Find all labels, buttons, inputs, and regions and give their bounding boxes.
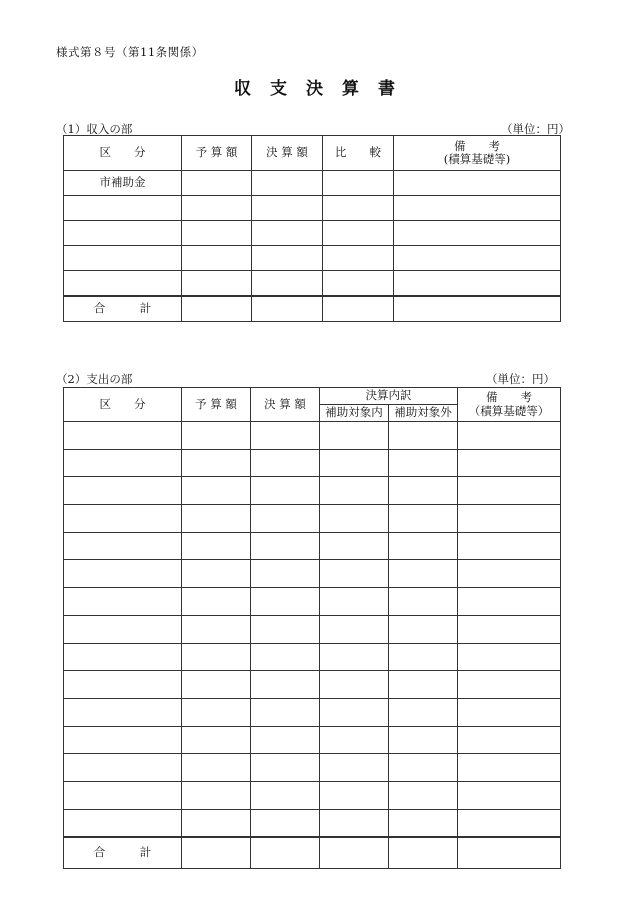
expense-category-cell[interactable] — [64, 726, 182, 754]
expense-subsidy-out-cell[interactable] — [389, 809, 458, 837]
income-row — [64, 221, 561, 246]
income-remarks-cell[interactable] — [394, 246, 561, 271]
income-section-label: （1）収入の部 — [56, 122, 133, 136]
expense-subsidy-out-cell[interactable] — [389, 754, 458, 782]
expense-budget-cell[interactable] — [182, 643, 251, 671]
expense-budget-cell[interactable] — [182, 671, 251, 699]
expense-header-subsidy-out: 補助対象外 — [389, 405, 458, 422]
income-settlement-cell[interactable] — [252, 271, 323, 296]
expense-budget-cell[interactable] — [182, 449, 251, 477]
expense-budget-cell[interactable] — [182, 754, 251, 782]
expense-row — [64, 809, 561, 837]
income-header-remarks-line2: (積算基礎等) — [443, 152, 511, 166]
expense-category-cell[interactable] — [64, 671, 182, 699]
income-budget-cell[interactable] — [182, 271, 252, 296]
document-title: 収 支 決 算 書 — [234, 79, 396, 99]
expense-budget-cell[interactable] — [182, 422, 251, 450]
expense-row — [64, 560, 561, 588]
expense-header-settlement: 決 算 額 — [251, 388, 320, 422]
income-category-cell[interactable] — [64, 196, 182, 221]
expense-subsidy-in-cell[interactable] — [320, 754, 389, 782]
expense-category-cell[interactable] — [64, 477, 182, 505]
income-budget-cell[interactable] — [182, 221, 252, 246]
income-comparison-cell[interactable] — [323, 246, 394, 271]
income-settlement-cell[interactable] — [252, 246, 323, 271]
expense-settlement-cell[interactable] — [251, 754, 320, 782]
income-total-remarks-cell[interactable] — [394, 296, 561, 322]
expense-category-cell[interactable] — [64, 754, 182, 782]
expense-header-remarks-line2: （積算基礎等） — [468, 403, 550, 418]
expense-subsidy-in-cell[interactable] — [320, 588, 389, 616]
expense-remarks-cell[interactable] — [458, 588, 561, 616]
income-remarks-cell[interactable] — [394, 221, 561, 246]
expense-remarks-cell[interactable] — [458, 698, 561, 726]
expense-row — [64, 781, 561, 809]
expense-subsidy-out-cell[interactable] — [389, 615, 458, 643]
expense-subsidy-out-cell[interactable] — [389, 781, 458, 809]
expense-subsidy-out-cell[interactable] — [389, 532, 458, 560]
expense-category-cell[interactable] — [64, 588, 182, 616]
expense-remarks-cell[interactable] — [458, 422, 561, 450]
expense-settlement-cell[interactable] — [251, 698, 320, 726]
expense-row — [64, 532, 561, 560]
expense-header-remarks-line1: 備 考 — [486, 390, 532, 405]
expense-remarks-cell[interactable] — [458, 477, 561, 505]
expense-budget-cell[interactable] — [182, 560, 251, 588]
expense-subsidy-in-cell[interactable] — [320, 698, 389, 726]
income-header-remarks-line1: 備 考 — [454, 138, 500, 153]
expense-settlement-cell[interactable] — [251, 615, 320, 643]
form-number: 様式第８号（第11条関係） — [56, 45, 204, 59]
expense-total-settlement-cell[interactable] — [251, 837, 320, 869]
expense-subsidy-out-cell[interactable] — [389, 477, 458, 505]
income-row — [64, 246, 561, 271]
expense-total-label: 合 計 — [64, 837, 182, 869]
expense-remarks-cell[interactable] — [458, 505, 561, 533]
income-row — [64, 196, 561, 221]
expense-settlement-cell[interactable] — [251, 588, 320, 616]
income-settlement-cell[interactable] — [252, 196, 323, 221]
expense-subsidy-in-cell[interactable] — [320, 643, 389, 671]
income-remarks-cell[interactable] — [394, 271, 561, 296]
expense-budget-cell[interactable] — [182, 781, 251, 809]
expense-remarks-cell[interactable] — [458, 781, 561, 809]
expense-row — [64, 449, 561, 477]
expense-remarks-cell[interactable] — [458, 754, 561, 782]
expense-subsidy-in-cell[interactable] — [320, 422, 389, 450]
expense-remarks-cell[interactable] — [458, 560, 561, 588]
income-header-remarks — [394, 136, 561, 171]
expense-category-cell[interactable] — [64, 505, 182, 533]
income-settlement-cell[interactable] — [252, 221, 323, 246]
expense-header-breakdown: 決算内訳 — [320, 388, 458, 405]
income-remarks-cell[interactable] — [394, 196, 561, 221]
expense-subsidy-out-cell[interactable] — [389, 671, 458, 699]
expense-category-cell[interactable] — [64, 532, 182, 560]
expense-settlement-cell[interactable] — [251, 422, 320, 450]
income-category-cell[interactable] — [64, 246, 182, 271]
expense-subsidy-in-cell[interactable] — [320, 615, 389, 643]
income-budget-cell[interactable] — [182, 246, 252, 271]
expense-budget-cell[interactable] — [182, 726, 251, 754]
expense-row — [64, 422, 561, 450]
expense-total-row — [64, 837, 561, 869]
expense-table — [63, 387, 561, 869]
expense-row — [64, 588, 561, 616]
expense-budget-cell[interactable] — [182, 615, 251, 643]
expense-subsidy-out-cell[interactable] — [389, 505, 458, 533]
expense-category-cell[interactable] — [64, 422, 182, 450]
expense-settlement-cell[interactable] — [251, 726, 320, 754]
income-header-comparison: 比 較 — [323, 136, 394, 171]
expense-remarks-cell[interactable] — [458, 643, 561, 671]
income-total-row — [64, 296, 561, 322]
expense-budget-cell[interactable] — [182, 588, 251, 616]
income-header-category: 区 分 — [64, 136, 182, 171]
expense-settlement-cell[interactable] — [251, 505, 320, 533]
expense-subsidy-in-cell[interactable] — [320, 505, 389, 533]
expense-settlement-cell[interactable] — [251, 532, 320, 560]
expense-subsidy-out-cell[interactable] — [389, 560, 458, 588]
expense-category-cell[interactable] — [64, 449, 182, 477]
expense-row — [64, 754, 561, 782]
expense-total-remarks-cell[interactable] — [458, 837, 561, 869]
expense-subsidy-in-cell[interactable] — [320, 671, 389, 699]
expense-row — [64, 671, 561, 699]
expense-subsidy-out-cell[interactable] — [389, 588, 458, 616]
expense-subsidy-in-cell[interactable] — [320, 449, 389, 477]
expense-remarks-cell[interactable] — [458, 671, 561, 699]
income-settlement-cell[interactable] — [252, 171, 323, 196]
expense-category-cell[interactable] — [64, 615, 182, 643]
expense-subsidy-in-cell[interactable] — [320, 726, 389, 754]
expense-settlement-cell[interactable] — [251, 449, 320, 477]
income-row — [64, 271, 561, 296]
expense-row — [64, 726, 561, 754]
expense-remarks-cell[interactable] — [458, 809, 561, 837]
income-category-cell[interactable] — [64, 271, 182, 296]
expense-budget-cell[interactable] — [182, 809, 251, 837]
expense-row — [64, 505, 561, 533]
expense-subsidy-in-cell[interactable] — [320, 532, 389, 560]
expense-row — [64, 643, 561, 671]
expense-total-subsidy-out-cell[interactable] — [389, 837, 458, 869]
income-table — [63, 135, 561, 322]
expense-unit-label: （単位：円） — [486, 372, 555, 386]
expense-budget-cell[interactable] — [182, 477, 251, 505]
expense-row — [64, 477, 561, 505]
expense-header-row-1 — [64, 388, 561, 405]
income-total-settlement-cell[interactable] — [252, 296, 323, 322]
expense-subsidy-in-cell[interactable] — [320, 781, 389, 809]
expense-budget-cell[interactable] — [182, 532, 251, 560]
expense-subsidy-out-cell[interactable] — [389, 643, 458, 671]
expense-subsidy-out-cell[interactable] — [389, 449, 458, 477]
income-header-settlement: 決 算 額 — [252, 136, 323, 171]
expense-budget-cell[interactable] — [182, 698, 251, 726]
income-header-row — [64, 136, 561, 171]
income-budget-cell[interactable] — [182, 196, 252, 221]
expense-remarks-cell[interactable] — [458, 726, 561, 754]
income-total-label: 合 計 — [64, 296, 182, 322]
expense-header-budget: 予 算 額 — [182, 388, 251, 422]
expense-settlement-cell[interactable] — [251, 781, 320, 809]
income-comparison-cell[interactable] — [323, 171, 394, 196]
expense-category-cell[interactable] — [64, 809, 182, 837]
expense-subsidy-in-cell[interactable] — [320, 809, 389, 837]
expense-total-budget-cell[interactable] — [182, 837, 251, 869]
expense-header-subsidy-in: 補助対象内 — [320, 405, 389, 422]
expense-remarks-cell[interactable] — [458, 532, 561, 560]
income-remarks-cell[interactable] — [394, 171, 561, 196]
income-unit-label: （単位：円） — [501, 122, 570, 136]
expense-remarks-cell[interactable] — [458, 615, 561, 643]
expense-settlement-cell[interactable] — [251, 477, 320, 505]
income-row — [64, 171, 561, 196]
expense-budget-cell[interactable] — [182, 505, 251, 533]
expense-category-cell[interactable] — [64, 560, 182, 588]
income-budget-cell[interactable] — [182, 171, 252, 196]
income-total-comparison-cell[interactable] — [323, 296, 394, 322]
expense-header-category: 区 分 — [64, 388, 182, 422]
expense-row — [64, 698, 561, 726]
expense-total-subsidy-in-cell[interactable] — [320, 837, 389, 869]
expense-category-cell[interactable] — [64, 698, 182, 726]
expense-subsidy-in-cell[interactable] — [320, 560, 389, 588]
expense-category-cell[interactable] — [64, 781, 182, 809]
income-comparison-cell[interactable] — [323, 196, 394, 221]
income-header-budget: 予 算 額 — [182, 136, 252, 171]
income-category-cell[interactable] — [64, 221, 182, 246]
expense-settlement-cell[interactable] — [251, 671, 320, 699]
expense-settlement-cell[interactable] — [251, 560, 320, 588]
expense-subsidy-out-cell[interactable] — [389, 726, 458, 754]
expense-row — [64, 615, 561, 643]
expense-subsidy-out-cell[interactable] — [389, 698, 458, 726]
expense-settlement-cell[interactable] — [251, 643, 320, 671]
expense-category-cell[interactable] — [64, 643, 182, 671]
income-category-cell[interactable]: 市補助金 — [64, 171, 182, 196]
expense-subsidy-out-cell[interactable] — [389, 422, 458, 450]
expense-header-remarks — [458, 388, 561, 422]
expense-subsidy-in-cell[interactable] — [320, 477, 389, 505]
expense-section-label: （2）支出の部 — [56, 372, 133, 386]
expense-remarks-cell[interactable] — [458, 449, 561, 477]
income-total-budget-cell[interactable] — [182, 296, 252, 322]
income-comparison-cell[interactable] — [323, 221, 394, 246]
income-comparison-cell[interactable] — [323, 271, 394, 296]
expense-settlement-cell[interactable] — [251, 809, 320, 837]
